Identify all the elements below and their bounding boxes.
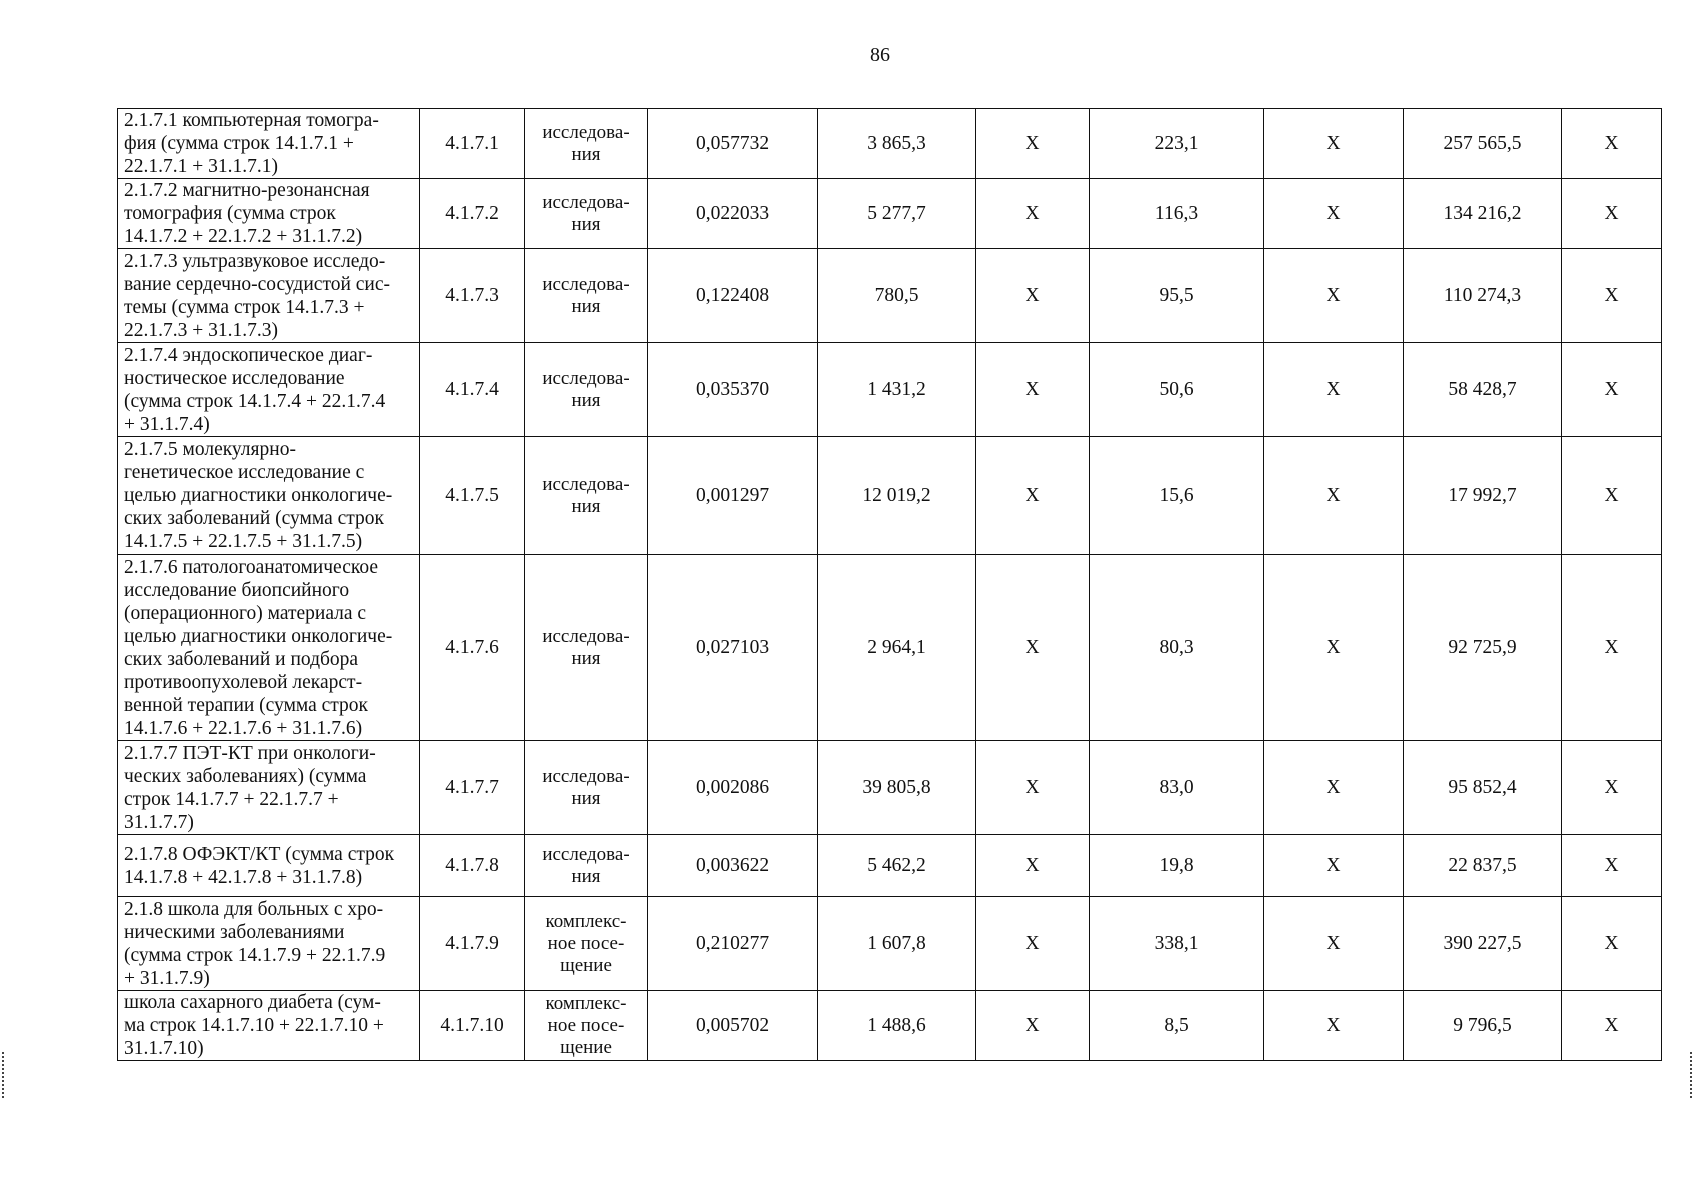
row-code: 4.1.7.3 bbox=[420, 249, 525, 343]
scan-edge-mark-left bbox=[2, 1052, 7, 1098]
row-unit: комплекс- ное посе- щение bbox=[525, 991, 648, 1061]
table-row bbox=[118, 249, 1662, 343]
row-value-col8: X bbox=[1264, 835, 1404, 897]
row-unit: исследова- ния bbox=[525, 741, 648, 835]
row-code: 4.1.7.6 bbox=[420, 555, 525, 741]
table-row bbox=[118, 343, 1662, 437]
row-value-col10: X bbox=[1562, 109, 1662, 179]
row-value-col10: X bbox=[1562, 897, 1662, 991]
row-value-col6: X bbox=[976, 741, 1090, 835]
row-value-col4: 0,003622 bbox=[648, 835, 818, 897]
row-unit: исследова- ния bbox=[525, 437, 648, 555]
row-value-col5: 3 865,3 bbox=[818, 109, 976, 179]
row-value-col9: 134 216,2 bbox=[1404, 179, 1562, 249]
row-value-col9: 110 274,3 bbox=[1404, 249, 1562, 343]
page-number: 86 bbox=[870, 44, 890, 66]
row-unit: комплекс- ное посе- щение bbox=[525, 897, 648, 991]
row-value-col9: 257 565,5 bbox=[1404, 109, 1562, 179]
row-value-col9: 92 725,9 bbox=[1404, 555, 1562, 741]
row-value-col8: X bbox=[1264, 179, 1404, 249]
table-row bbox=[118, 109, 1662, 179]
table-row bbox=[118, 741, 1662, 835]
row-name: 2.1.7.4 эндоскопическое диаг- ностическое исследование (сумма строк 14.1.7.4 + 22.1.7.4 + 31.1.7.4) bbox=[118, 343, 420, 437]
table-row bbox=[118, 991, 1662, 1061]
row-name: 2.1.8 школа для больных с хро- ническими заболеваниями (сумма строк 14.1.7.9 + 22.1.7.9 + 31.1.7.9) bbox=[118, 897, 420, 991]
row-unit: исследова- ния bbox=[525, 249, 648, 343]
row-value-col4: 0,005702 bbox=[648, 991, 818, 1061]
row-value-col5: 1 431,2 bbox=[818, 343, 976, 437]
row-value-col10: X bbox=[1562, 741, 1662, 835]
data-table bbox=[117, 108, 1662, 1061]
row-value-col10: X bbox=[1562, 179, 1662, 249]
row-name: школа сахарного диабета (сум- ма строк 14.1.7.10 + 22.1.7.10 + 31.1.7.10) bbox=[118, 991, 420, 1061]
row-value-col6: X bbox=[976, 555, 1090, 741]
row-name: 2.1.7.2 магнитно-резонансная томография (сумма строк 14.1.7.2 + 22.1.7.2 + 31.1.7.2) bbox=[118, 179, 420, 249]
row-value-col5: 39 805,8 bbox=[818, 741, 976, 835]
row-value-col4: 0,002086 bbox=[648, 741, 818, 835]
row-value-col8: X bbox=[1264, 249, 1404, 343]
row-value-col8: X bbox=[1264, 991, 1404, 1061]
row-value-col5: 1 607,8 bbox=[818, 897, 976, 991]
row-value-col5: 1 488,6 bbox=[818, 991, 976, 1061]
row-value-col9: 22 837,5 bbox=[1404, 835, 1562, 897]
row-value-col8: X bbox=[1264, 109, 1404, 179]
row-value-col4: 0,210277 bbox=[648, 897, 818, 991]
row-value-col7: 116,3 bbox=[1090, 179, 1264, 249]
row-value-col7: 95,5 bbox=[1090, 249, 1264, 343]
row-value-col4: 0,057732 bbox=[648, 109, 818, 179]
row-value-col8: X bbox=[1264, 897, 1404, 991]
table-row bbox=[118, 179, 1662, 249]
row-value-col9: 95 852,4 bbox=[1404, 741, 1562, 835]
row-value-col7: 83,0 bbox=[1090, 741, 1264, 835]
row-code: 4.1.7.9 bbox=[420, 897, 525, 991]
row-value-col7: 19,8 bbox=[1090, 835, 1264, 897]
row-code: 4.1.7.1 bbox=[420, 109, 525, 179]
row-unit: исследова- ния bbox=[525, 343, 648, 437]
row-code: 4.1.7.5 bbox=[420, 437, 525, 555]
row-value-col10: X bbox=[1562, 249, 1662, 343]
row-value-col4: 0,001297 bbox=[648, 437, 818, 555]
row-value-col4: 0,035370 bbox=[648, 343, 818, 437]
row-value-col4: 0,122408 bbox=[648, 249, 818, 343]
row-name: 2.1.7.5 молекулярно- генетическое исследование с целью диагностики онкологиче- ских заболеваний (сумма строк 14.1.7.5 + 22.1.7.5 + 31.1.7.5) bbox=[118, 437, 420, 555]
row-value-col5: 2 964,1 bbox=[818, 555, 976, 741]
row-value-col5: 12 019,2 bbox=[818, 437, 976, 555]
row-value-col9: 9 796,5 bbox=[1404, 991, 1562, 1061]
row-value-col7: 338,1 bbox=[1090, 897, 1264, 991]
row-value-col9: 390 227,5 bbox=[1404, 897, 1562, 991]
row-value-col7: 50,6 bbox=[1090, 343, 1264, 437]
row-value-col6: X bbox=[976, 109, 1090, 179]
row-value-col5: 5 277,7 bbox=[818, 179, 976, 249]
row-value-col6: X bbox=[976, 835, 1090, 897]
row-value-col6: X bbox=[976, 179, 1090, 249]
row-name: 2.1.7.8 ОФЭКТ/КТ (сумма строк 14.1.7.8 + 42.1.7.8 + 31.1.7.8) bbox=[118, 835, 420, 897]
table-row bbox=[118, 897, 1662, 991]
row-value-col8: X bbox=[1264, 437, 1404, 555]
row-value-col6: X bbox=[976, 343, 1090, 437]
row-value-col7: 80,3 bbox=[1090, 555, 1264, 741]
row-value-col6: X bbox=[976, 437, 1090, 555]
row-value-col8: X bbox=[1264, 741, 1404, 835]
row-value-col10: X bbox=[1562, 343, 1662, 437]
row-code: 4.1.7.10 bbox=[420, 991, 525, 1061]
row-value-col7: 223,1 bbox=[1090, 109, 1264, 179]
row-value-col6: X bbox=[976, 991, 1090, 1061]
row-value-col9: 17 992,7 bbox=[1404, 437, 1562, 555]
row-value-col6: X bbox=[976, 897, 1090, 991]
row-value-col8: X bbox=[1264, 555, 1404, 741]
row-name: 2.1.7.6 патологоанатомическое исследование биопсийного (операционного) материала с целью диагностики онкологиче- ских заболеваний и подбора противоопухолевой лекарст- венной терапии (сумма строк 14.1.7.6 + 22.1.7.6 + 31.1.7.6) bbox=[118, 555, 420, 741]
row-name: 2.1.7.3 ультразвуковое исследо- вание сердечно-сосудистой сис- темы (сумма строк 14.1.7.3 + 22.1.7.3 + 31.1.7.3) bbox=[118, 249, 420, 343]
row-unit: исследова- ния bbox=[525, 835, 648, 897]
row-unit: исследова- ния bbox=[525, 555, 648, 741]
row-value-col10: X bbox=[1562, 555, 1662, 741]
row-name: 2.1.7.1 компьютерная томогра- фия (сумма строк 14.1.7.1 + 22.1.7.1 + 31.1.7.1) bbox=[118, 109, 420, 179]
table-row bbox=[118, 437, 1662, 555]
row-value-col4: 0,022033 bbox=[648, 179, 818, 249]
row-value-col5: 780,5 bbox=[818, 249, 976, 343]
row-value-col10: X bbox=[1562, 437, 1662, 555]
scan-edge-mark-right bbox=[1690, 1052, 1695, 1098]
row-value-col7: 15,6 bbox=[1090, 437, 1264, 555]
row-code: 4.1.7.7 bbox=[420, 741, 525, 835]
row-unit: исследова- ния bbox=[525, 179, 648, 249]
row-code: 4.1.7.2 bbox=[420, 179, 525, 249]
row-value-col7: 8,5 bbox=[1090, 991, 1264, 1061]
table-row bbox=[118, 835, 1662, 897]
row-value-col10: X bbox=[1562, 991, 1662, 1061]
row-value-col8: X bbox=[1264, 343, 1404, 437]
row-code: 4.1.7.8 bbox=[420, 835, 525, 897]
row-unit: исследова- ния bbox=[525, 109, 648, 179]
row-value-col10: X bbox=[1562, 835, 1662, 897]
row-value-col6: X bbox=[976, 249, 1090, 343]
row-value-col9: 58 428,7 bbox=[1404, 343, 1562, 437]
table-row bbox=[118, 555, 1662, 741]
row-name: 2.1.7.7 ПЭТ-КТ при онкологи- ческих заболеваниях) (сумма строк 14.1.7.7 + 22.1.7.7 + 31.1.7.7) bbox=[118, 741, 420, 835]
row-code: 4.1.7.4 bbox=[420, 343, 525, 437]
row-value-col5: 5 462,2 bbox=[818, 835, 976, 897]
row-value-col4: 0,027103 bbox=[648, 555, 818, 741]
